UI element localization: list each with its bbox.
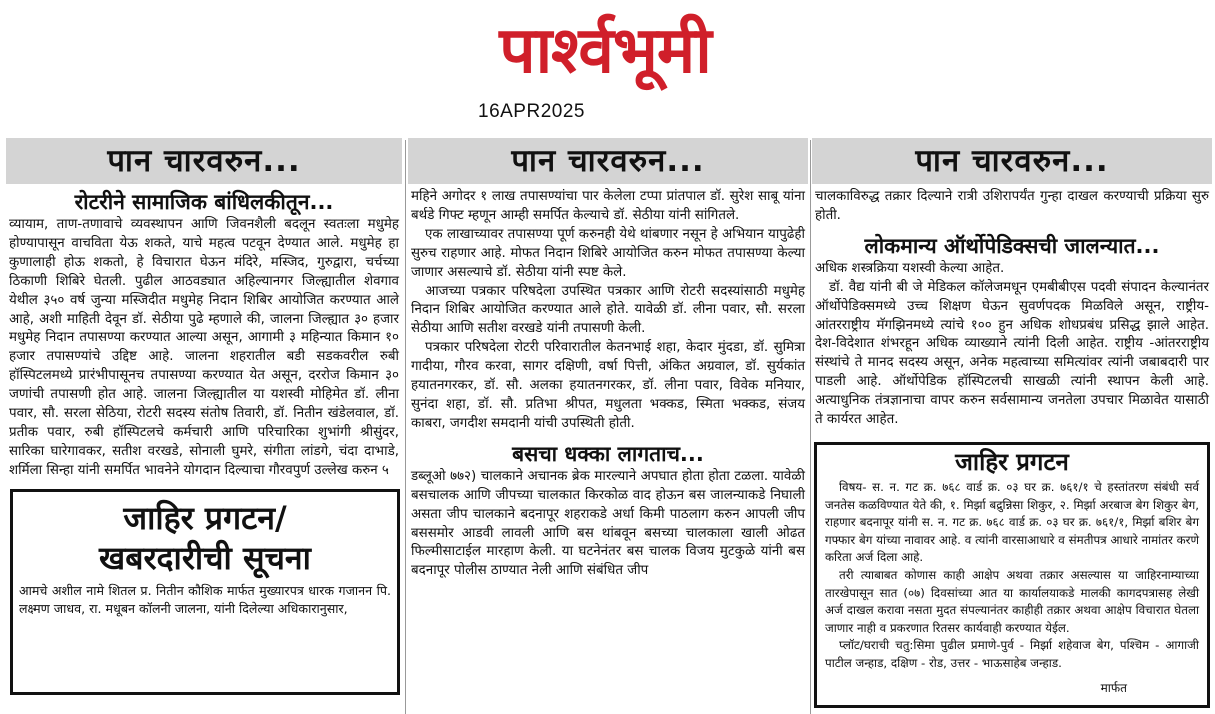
masthead — [0, 0, 1215, 138]
public-notice-box — [814, 442, 1210, 708]
notice-body — [817, 477, 1207, 673]
notice-title: जाहिर प्रगटन — [955, 447, 1069, 476]
notice-paragraph: विषय- स. न. गट क्र. ७६८ वार्ड क्र. ०३ घर क्र. ७६१/१ चे हस्तांतरण संबंधी सर्व जनतेस कळविण्यात येते की, १. मिर्झा बद्रुन्निसा शिकुर, २. मिर्झा अरबाज बेग शिकुर बेग, राहणार बदनापूर यांनी स. न. गट क्र. ७६८ वार्ड क्र. ०३ घर क्र. ७६१/१, मिर्झा बशिर बेग गफ्फार बेग यांच्या नावावर आहे. व त्यांनी वारसाआधारे व संमतीपत्र आधारे नामांतर करणे करिता अर्ज दिला आहे. — [825, 479, 1199, 565]
article-body — [408, 468, 808, 581]
edition-date: 16APR2025 — [478, 101, 585, 122]
notice-title: जाहिर प्रगटन/ — [123, 498, 287, 537]
continued-banner: पान चारवरुन... — [408, 138, 808, 184]
column-divider — [405, 140, 406, 714]
article-body — [812, 260, 1212, 430]
article-paragraph: अधिक शस्त्रक्रिया यशस्वी केल्या आहेत. — [815, 260, 1005, 276]
article-body — [6, 216, 402, 481]
newspaper-logo: पार्श्वभूमी — [499, 14, 711, 88]
article-paragraph: डॉ. वैद्य यांनी बी जे मेडिकल कॉलेजमधून एमबीबीएस पदवी संपादन केल्यानंतर ऑर्थोपेडिक्समध्ये उच्च शिक्षण घेऊन सुवर्णपदक मिळविले असून, राष्ट्रीय-आंतरराष्ट्रीय मॅगझिनमध्ये त्यांचे १०० हुन अधिक शोधप्रबंध प्रसिद्ध झाले आहेत. देश-विदेशात शंभरहून अधिक व्याख्याने त्यांनी दिली आहेत. राष्ट्रीय -आंतरराष्ट्रीय संस्थांचे ते मानद सदस्य असून, अनेक महत्वाच्या समित्यांवर त्यांनी जबाबदारी पार पाडली आहे. ऑर्थोपेडिक हॉस्पिटलची साखळी त्यांनी स्थापन केली आहे. अत्याधुनिक तंत्रज्ञानाचा वापर करुन सर्वसामान्य जनतेला उपचार मिळावेत यासाठी ते कार्यरत आहेत. — [815, 279, 1209, 428]
notice-subtitle: खबरदारीची सूचना — [99, 538, 311, 577]
article-body — [408, 188, 808, 434]
notice-signature: मार्फत — [1100, 680, 1127, 695]
article-paragraph: चालकाविरुद्ध तक्रार दिल्याने रात्री उशिरापर्यंत गुन्हा दाखल करण्याची प्रक्रिया सुरु होती. — [815, 189, 1209, 223]
column-divider — [810, 140, 811, 714]
public-notice-box — [10, 489, 400, 695]
article-headline: रोटरीने सामाजिक बांधिलकीतून... — [74, 190, 334, 214]
column-3 — [812, 138, 1212, 714]
article-headline: बसचा धक्का लागताच... — [512, 441, 704, 466]
column-2 — [408, 138, 808, 714]
article-paragraph: व्यायाम, ताण-तणावाचे व्यवस्थापन आणि जिवनशैली बदलून स्वतःला मधुमेह होण्यापासून वाचविता येऊ शकते, याचे महत्व पटवून देण्यात आले. मधुमेह हा कुणालाही होऊ शकतो, हे विचारात घेऊन मंदिरे, मस्जिद, गुरुद्वारा, चर्चच्या ठिकाणी शिबिरे घेतली. पुढील आठवड्यात अहिल्यानगर जिल्ह्यातील शेवगाव येथील ३५० वर्ष जुन्या मस्जिदीत मधुमेह निदान शिबिर आयोजित करण्यात आले आहे, अशी माहिती देवून डॉ. सेठीया पुढे म्हणाले की, जालना जिल्ह्यात ३० हजार मधुमेह निदान तपासण्या करण्यात आल्या असून, आगामी ३ महिन्यात किमान १० हजार तपासण्यांचे उद्दिष्ट आहे. जालना शहरातील बडी सडकवरील रुबी हॉस्पिटलमध्ये प्रारंभीपासूनच तपासण्या करण्यात येत असून, दररोज किमान ३० जणांची तपासणी होत आहे. जालना जिल्ह्यातील या यशस्वी मोहिमेत डॉ. लीना पवार, सौ. सरला सेठिया, रोटरी सदस्य संतोष तिवारी, डॉ. नितीन खंडेलवाल, डॉ. प्रतीक पवार, रुबी हॉस्पिटलचे कर्मचारी आणि परिचारिका शुभांगी श्रीसुंदर, सारिका घारेगावकर, सतीश वरखडे, सोनाली घुमरे, संगीता लांडगे, चंदा दाभाडे, शर्मिला सिन्हा यांनी समर्पित भावनेने योगदान दिल्याचा गौरवपुर्ण उल्लेख करुन ५ — [9, 217, 399, 478]
article-paragraph: पत्रकार परिषदेला रोटरी परिवारातील केतनभाई शहा, केदार मुंदडा, डॉ. सुमित्रा गादीया, गौरव करवा, सागर दक्षिणी, वर्षा पित्ती, अंकित अग्रवाल, डॉ. सुर्यकांत हयातनगरकर, डॉ. सौ. अलका हयातनगरकर, डॉ. लीना पवार, विवेक मनियार, सुनंदा शहा, डॉ. सौ. प्रतिभा श्रीपत, मधुलता भक्कड, स्मिता भक्कड, संजय काबरा, जगदीश समदानी यांची उपस्थिती होती. — [411, 340, 805, 431]
continued-banner: पान चारवरुन... — [812, 138, 1212, 184]
article-paragraph: आजच्या पत्रकार परिषदेला उपस्थित पत्रकार आणि रोटरी सदस्यांसाठी मधुमेह निदान शिबिर आयोजित करण्यात आले होते. यावेळी डॉ. लीना पवार, सौ. सरला सेठीया आणि सतीश वरखडे यांनी तपासणी केली. — [411, 283, 805, 337]
article-body — [812, 188, 1212, 226]
continued-banner: पान चारवरुन... — [6, 138, 402, 184]
notice-paragraph: प्लॉट/घराची चतु:सिमा पुढील प्रमाणे-पुर्व - मिर्झा शहेवाज बेग, पश्चिम - आगाजी पाटील जन्हाड, दक्षिण - रोड, उत्तर - भाऊसाहेब जन्हाड. — [825, 638, 1199, 670]
article-paragraph: महिने अगोदर १ लाख तपासण्यांचा पार केलेला टप्पा प्रांतपाल डॉ. सुरेश साबू यांना बर्थडे गिफ्ट म्हणून आम्ही समर्पित केल्याचे डॉ. सेठीया यांनी सांगितले. — [411, 189, 805, 223]
article-headline: लोकमान्य ऑर्थोपेडिक्सची जालन्यात... — [864, 233, 1160, 258]
column-1 — [6, 138, 402, 714]
notice-body: आमचे अशील नामे शितल प्र. नितीन कौशिक मार्फत मुख्यारपत्र धारक गजानन पि. लक्ष्मण जाधव, रा. मधूबन कॉलनी जालना, यांनी दिलेल्या अधिकारानुसार, — [19, 582, 391, 616]
article-paragraph: एक लाखाच्यावर तपासण्या पूर्ण करुनही येथे थांबणार नसून हे अभियान यापुढेही सुरुच राहणार आहे. मोफत निदान शिबिरे आयोजित करुन मोफत तपासण्या केल्या जाणार असल्याचे डॉ. सेठीया यांनी स्पष्ट केले. — [411, 226, 806, 280]
article-paragraph: डब्लूओ ७७२) चालकाने अचानक ब्रेक मारल्याने अपघात होता होता टळला. यावेळी बसचालक आणि जीपच्या चालकात किरकोळ वाद होऊन बस जालन्याकडे निघाली असता जीप चालकाने बदनापूर शहराकडे अर्धा किमी पाठलाग करुन आपली जीप बससमोर आडवी लावली आणि बस थांबवून बसच्या चालकाला खाली ओढत फिल्मीसाटाईल मारहाण केली. या घटनेनंतर बस चालक विजय मुटकुळे यांनी बस बदनापूर पोलीस ठाण्यात नेली आणि संबंधित जीप — [411, 468, 805, 579]
notice-paragraph: तरी त्याबाबत कोणास काही आक्षेप अथवा तक्रार असल्यास या जाहिरनाम्याच्या तारखेपासून सात (०७) दिवसांच्या आत या कार्यालयाकडे मालकी कागदपत्रासह लेखी अर्ज दाखल करावा नसता मुदत संपल्यानंतर काहीही तक्रार अथवा आक्षेप विचारात घेतला जाणार नाही व प्रकरणात रितसर कार्यवाही करण्यात येईल. — [825, 567, 1199, 635]
